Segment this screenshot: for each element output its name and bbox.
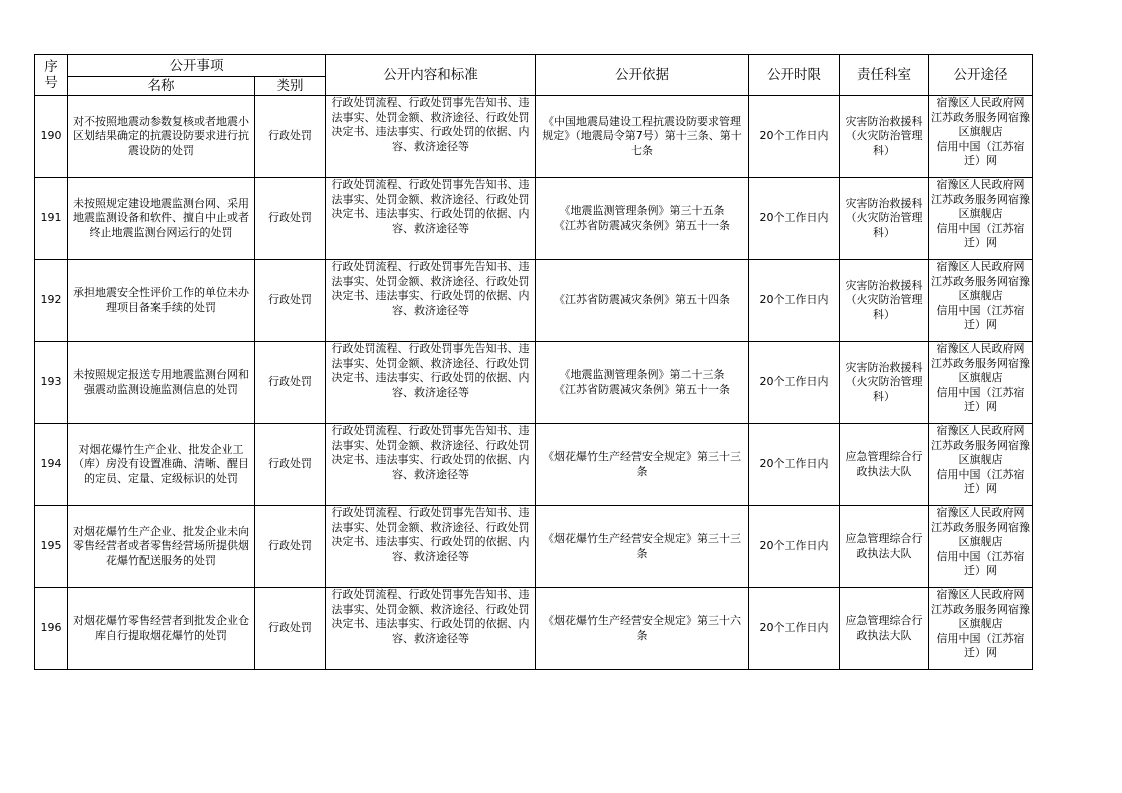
row-number: 194	[40, 457, 62, 471]
time-limit-wrap	[751, 178, 837, 259]
disclosure-basis-wrap	[538, 178, 746, 259]
disclosure-basis-wrap	[538, 260, 746, 341]
row-number-cell	[35, 342, 68, 424]
row-number-wrap	[37, 424, 65, 505]
item-type: 行政处罚	[268, 129, 312, 143]
header-basis: 公开依据	[536, 55, 749, 96]
header-dept: 责任科室	[840, 55, 929, 96]
disclosure-content-wrap	[328, 424, 533, 505]
header-time-limit: 公开时限	[749, 55, 840, 96]
item-name: 对烟花爆竹生产企业、批发企业未向零售经营者或者零售经营场所提供烟花爆竹配送服务的处罚	[73, 524, 249, 567]
time-limit-wrap	[751, 588, 837, 669]
row-number-cell	[35, 588, 68, 670]
row-number: 192	[40, 293, 62, 307]
time-limit-cell	[749, 424, 840, 506]
item-type-cell	[255, 96, 326, 178]
item-type-wrap	[257, 424, 323, 505]
disclosure-content-cell	[326, 506, 536, 588]
disclosure-channel-wrap	[931, 506, 1030, 587]
row-number: 190	[40, 129, 62, 143]
disclosure-channel-cell	[929, 260, 1033, 342]
disclosure-content-cell	[326, 178, 536, 260]
header-name: 名称	[68, 77, 255, 96]
responsible-dept-wrap	[842, 424, 926, 505]
responsible-dept-cell	[840, 424, 929, 506]
disclosure-content: 行政处罚流程、行政处罚事先告知书、违法事实、处罚金额、救济途径、行政处罚决定书、违法事实、行政处罚的依据、内容、救济途径等	[331, 178, 530, 235]
disclosure-channel-wrap	[931, 260, 1030, 341]
row-number-wrap	[37, 342, 65, 423]
disclosure-channel-wrap	[931, 178, 1030, 259]
responsible-dept-wrap	[842, 260, 926, 341]
header-seq: 序 号	[35, 55, 68, 96]
disclosure-basis-wrap	[538, 588, 746, 669]
disclosure-content-wrap	[328, 96, 533, 177]
disclosure-basis: 《江苏省防震减灾条例》第五十四条	[554, 293, 730, 307]
responsible-dept-wrap	[842, 506, 926, 587]
disclosure-content-wrap	[328, 342, 533, 423]
disclosure-channel-cell	[929, 424, 1033, 506]
disclosure-basis-cell	[536, 588, 749, 670]
disclosure-basis: 《烟花爆竹生产经营安全规定》第三十六条	[543, 614, 741, 642]
disclosure-content: 行政处罚流程、行政处罚事先告知书、违法事实、处罚金额、救济途径、行政处罚决定书、违法事实、行政处罚的依据、内容、救济途径等	[331, 342, 530, 399]
table-row	[35, 178, 1033, 260]
disclosure-basis-cell	[536, 342, 749, 424]
disclosure-channel-cell	[929, 506, 1033, 588]
disclosure-channel-cell	[929, 342, 1033, 424]
item-type-cell	[255, 588, 326, 670]
time-limit: 20个工作日内	[759, 293, 829, 307]
responsible-dept-wrap	[842, 96, 926, 177]
item-name-wrap	[70, 96, 252, 177]
item-type-cell	[255, 260, 326, 342]
table-row	[35, 342, 1033, 424]
time-limit-cell	[749, 506, 840, 588]
disclosure-channel: 宿豫区人民政府网 江苏政务服务网宿豫区旗舰店 信用中国（江苏宿迁）网	[931, 424, 1030, 495]
disclosure-channel: 宿豫区人民政府网 江苏政务服务网宿豫区旗舰店 信用中国（江苏宿迁）网	[931, 342, 1030, 413]
row-number-cell	[35, 96, 68, 178]
item-type: 行政处罚	[268, 457, 312, 471]
disclosure-content-wrap	[328, 588, 533, 669]
item-name: 承担地震安全性评价工作的单位未办理项目备案手续的处罚	[73, 286, 249, 314]
item-type: 行政处罚	[268, 211, 312, 225]
item-name-cell	[68, 588, 255, 670]
disclosure-channel: 宿豫区人民政府网 江苏政务服务网宿豫区旗舰店 信用中国（江苏宿迁）网	[931, 506, 1030, 577]
row-number-wrap	[37, 96, 65, 177]
table-row	[35, 96, 1033, 178]
table-row	[35, 260, 1033, 342]
disclosure-basis-wrap	[538, 506, 746, 587]
row-number-wrap	[37, 178, 65, 259]
item-type: 行政处罚	[268, 375, 312, 389]
item-name: 对烟花爆竹生产企业、批发企业工（库）房没有设置准确、清晰、醒目的定员、定量、定级标识的处罚	[73, 442, 249, 485]
disclosure-basis: 《烟花爆竹生产经营安全规定》第三十三条	[543, 450, 741, 478]
row-number-wrap	[37, 506, 65, 587]
time-limit-wrap	[751, 342, 837, 423]
item-type-wrap	[257, 260, 323, 341]
item-type-cell	[255, 178, 326, 260]
item-name-wrap	[70, 424, 252, 505]
responsible-dept-wrap	[842, 178, 926, 259]
disclosure-basis: 《地震监测管理条例》第二十三条 《江苏省防震减灾条例》第五十一条	[554, 368, 730, 396]
item-type-wrap	[257, 506, 323, 587]
disclosure-basis-cell	[536, 96, 749, 178]
row-number-wrap	[37, 260, 65, 341]
item-name-wrap	[70, 506, 252, 587]
time-limit-wrap	[751, 506, 837, 587]
header-type: 类别	[255, 77, 326, 96]
disclosure-basis-wrap	[538, 342, 746, 423]
disclosure-basis-cell	[536, 424, 749, 506]
disclosure-channel: 宿豫区人民政府网 江苏政务服务网宿豫区旗舰店 信用中国（江苏宿迁）网	[931, 178, 1030, 249]
header-item-group: 公开事项	[68, 55, 326, 77]
item-name-cell	[68, 96, 255, 178]
disclosure-content-cell	[326, 96, 536, 178]
responsible-dept: 灾害防治救援科（火灾防治管理科）	[845, 278, 923, 321]
item-name: 对烟花爆竹零售经营者到批发企业仓库自行提取烟花爆竹的处罚	[73, 614, 249, 642]
row-number-cell	[35, 506, 68, 588]
disclosure-table	[34, 54, 1033, 670]
disclosure-channel-wrap	[931, 424, 1030, 505]
responsible-dept: 灾害防治救援科（火灾防治管理科）	[845, 114, 923, 157]
disclosure-channel: 宿豫区人民政府网 江苏政务服务网宿豫区旗舰店 信用中国（江苏宿迁）网	[931, 96, 1030, 167]
responsible-dept-cell	[840, 178, 929, 260]
item-type-cell	[255, 506, 326, 588]
disclosure-content-wrap	[328, 178, 533, 259]
header-content: 公开内容和标准	[326, 55, 536, 96]
item-name-cell	[68, 424, 255, 506]
table-row	[35, 506, 1033, 588]
responsible-dept-cell	[840, 96, 929, 178]
responsible-dept-cell	[840, 342, 929, 424]
item-type: 行政处罚	[268, 293, 312, 307]
disclosure-content: 行政处罚流程、行政处罚事先告知书、违法事实、处罚金额、救济途径、行政处罚决定书、违法事实、行政处罚的依据、内容、救济途径等	[331, 506, 530, 563]
disclosure-channel: 宿豫区人民政府网 江苏政务服务网宿豫区旗舰店 信用中国（江苏宿迁）网	[931, 588, 1030, 659]
item-type: 行政处罚	[268, 621, 312, 635]
time-limit-cell	[749, 178, 840, 260]
disclosure-channel-wrap	[931, 342, 1030, 423]
time-limit-wrap	[751, 260, 837, 341]
responsible-dept: 应急管理综合行政执法大队	[845, 614, 923, 642]
table-row	[35, 424, 1033, 506]
item-name: 对不按照地震动参数复核或者地震小区划结果确定的抗震设防要求进行抗震设防的处罚	[73, 114, 249, 157]
row-number: 193	[40, 375, 62, 389]
disclosure-content-cell	[326, 588, 536, 670]
item-type-wrap	[257, 588, 323, 669]
time-limit: 20个工作日内	[759, 457, 829, 471]
disclosure-channel-cell	[929, 178, 1033, 260]
disclosure-content-wrap	[328, 260, 533, 341]
disclosure-content-cell	[326, 260, 536, 342]
disclosure-content-wrap	[328, 506, 533, 587]
responsible-dept-cell	[840, 588, 929, 670]
disclosure-channel-wrap	[931, 588, 1030, 669]
item-type: 行政处罚	[268, 539, 312, 553]
item-name-cell	[68, 506, 255, 588]
item-name-wrap	[70, 588, 252, 669]
disclosure-channel-wrap	[931, 96, 1030, 177]
item-type-wrap	[257, 178, 323, 259]
item-type-cell	[255, 424, 326, 506]
time-limit: 20个工作日内	[759, 211, 829, 225]
responsible-dept: 灾害防治救援科（火灾防治管理科）	[845, 196, 923, 239]
item-name-cell	[68, 260, 255, 342]
item-name-cell	[68, 342, 255, 424]
disclosure-content: 行政处罚流程、行政处罚事先告知书、违法事实、处罚金额、救济途径、行政处罚决定书、违法事实、行政处罚的依据、内容、救济途径等	[331, 588, 530, 645]
time-limit-wrap	[751, 424, 837, 505]
table-row	[35, 588, 1033, 670]
time-limit-wrap	[751, 96, 837, 177]
item-type-wrap	[257, 342, 323, 423]
responsible-dept: 应急管理综合行政执法大队	[845, 450, 923, 478]
row-number: 191	[40, 211, 62, 225]
responsible-dept: 应急管理综合行政执法大队	[845, 532, 923, 560]
time-limit: 20个工作日内	[759, 621, 829, 635]
responsible-dept-cell	[840, 260, 929, 342]
item-name-wrap	[70, 342, 252, 423]
disclosure-content-cell	[326, 424, 536, 506]
row-number-wrap	[37, 588, 65, 669]
item-name-cell	[68, 178, 255, 260]
time-limit-cell	[749, 260, 840, 342]
disclosure-basis-wrap	[538, 424, 746, 505]
row-number-cell	[35, 424, 68, 506]
row-number-cell	[35, 178, 68, 260]
item-type-cell	[255, 342, 326, 424]
disclosure-content: 行政处罚流程、行政处罚事先告知书、违法事实、处罚金额、救济途径、行政处罚决定书、违法事实、行政处罚的依据、内容、救济途径等	[331, 96, 530, 153]
disclosure-basis: 《烟花爆竹生产经营安全规定》第三十三条	[543, 532, 741, 560]
responsible-dept-wrap	[842, 342, 926, 423]
time-limit: 20个工作日内	[759, 539, 829, 553]
disclosure-basis-wrap	[538, 96, 746, 177]
responsible-dept-cell	[840, 506, 929, 588]
disclosure-content: 行政处罚流程、行政处罚事先告知书、违法事实、处罚金额、救济途径、行政处罚决定书、违法事实、行政处罚的依据、内容、救济途径等	[331, 260, 530, 317]
item-name: 未按照规定报送专用地震监测台网和强震动监测设施监测信息的处罚	[73, 368, 249, 396]
disclosure-basis-cell	[536, 506, 749, 588]
item-name-wrap	[70, 260, 252, 341]
disclosure-channel-cell	[929, 96, 1033, 178]
item-type-wrap	[257, 96, 323, 177]
time-limit: 20个工作日内	[759, 129, 829, 143]
row-number-cell	[35, 260, 68, 342]
row-number: 196	[40, 621, 62, 635]
responsible-dept: 灾害防治救援科（火灾防治管理科）	[845, 360, 923, 403]
disclosure-basis: 《中国地震局建设工程抗震设防要求管理规定》（地震局令第7号）第十三条、第十七条	[542, 114, 742, 157]
time-limit: 20个工作日内	[759, 375, 829, 389]
disclosure-channel: 宿豫区人民政府网 江苏政务服务网宿豫区旗舰店 信用中国（江苏宿迁）网	[931, 260, 1030, 331]
responsible-dept-wrap	[842, 588, 926, 669]
item-name: 未按照规定建设地震监测台网、采用地震监测设备和软件、擅自中止或者终止地震监测台网运行的处罚	[73, 196, 249, 239]
disclosure-content: 行政处罚流程、行政处罚事先告知书、违法事实、处罚金额、救济途径、行政处罚决定书、违法事实、行政处罚的依据、内容、救济途径等	[331, 424, 530, 481]
disclosure-content-cell	[326, 342, 536, 424]
header-channel: 公开途径	[929, 55, 1033, 96]
disclosure-channel-cell	[929, 588, 1033, 670]
disclosure-basis-cell	[536, 260, 749, 342]
disclosure-basis-cell	[536, 178, 749, 260]
time-limit-cell	[749, 588, 840, 670]
time-limit-cell	[749, 96, 840, 178]
disclosure-basis: 《地震监测管理条例》第三十五条 《江苏省防震减灾条例》第五十一条	[554, 204, 730, 232]
item-name-wrap	[70, 178, 252, 259]
row-number: 195	[40, 539, 62, 553]
time-limit-cell	[749, 342, 840, 424]
